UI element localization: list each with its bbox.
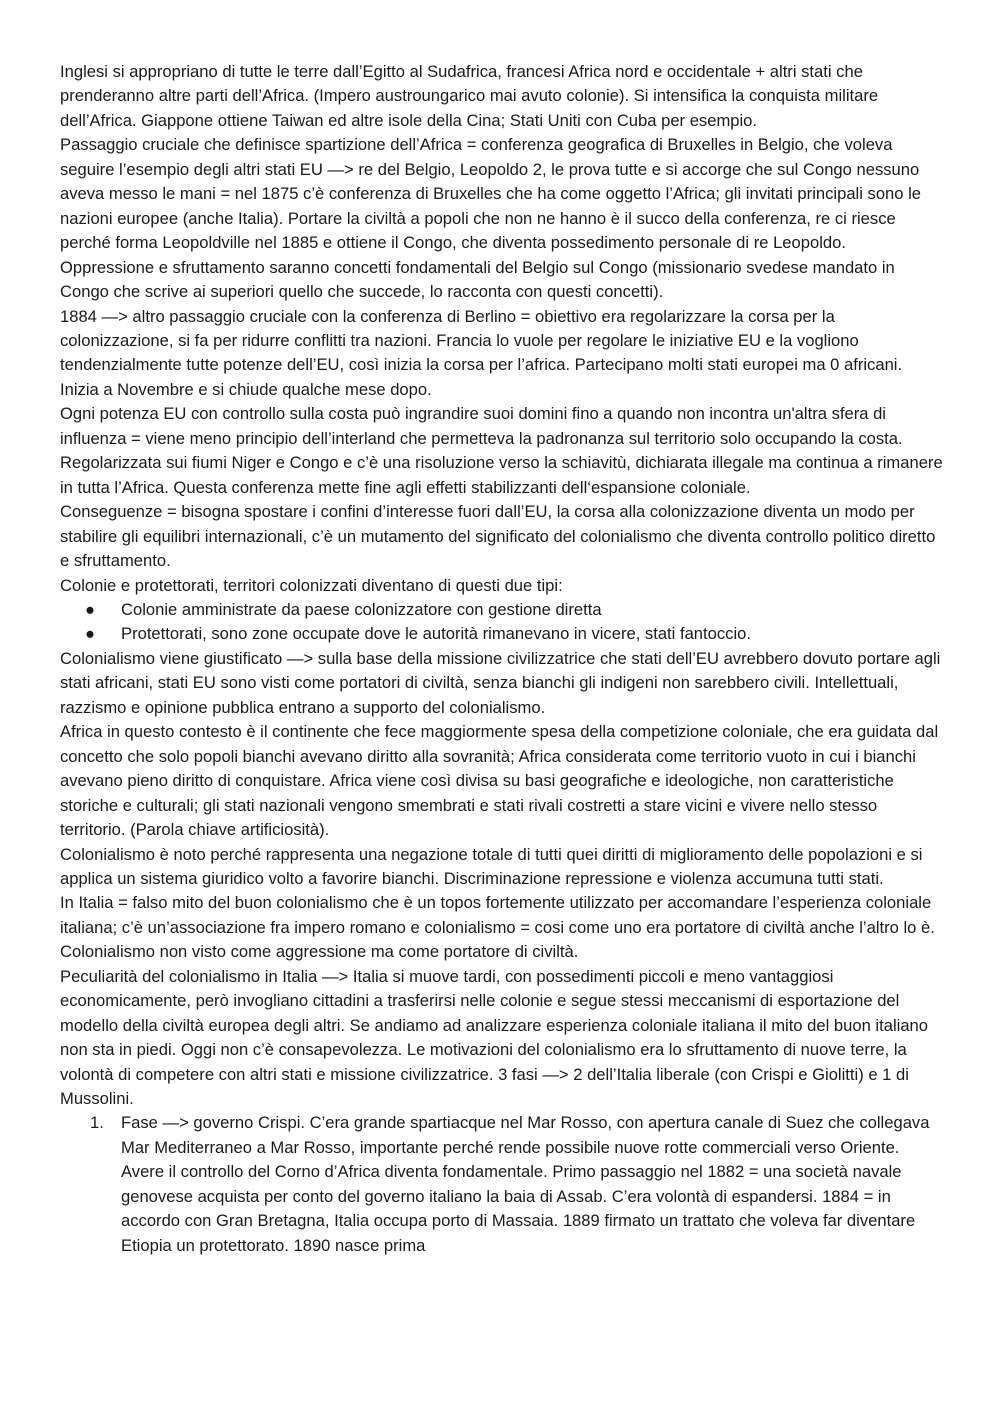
bullet-icon: ● xyxy=(85,599,96,619)
list-item-text: Fase —> governo Crispi. C’era grande spartiacque nel Mar Rosso, con apertura canale di Suez che collegava Mar Mediterraneo a Mar Rosso, importante perché rende possibile nuove rotte commerciali verso Oriente. Avere il controllo del Corno d’Africa diventa fondamentale. Primo passaggio nel 1882 = una società navale genovese acquista per conto del governo italiano la baia di Assab. C’era volontà di espandersi. 1884 = in accordo con Gran Bretagna, Italia occupa porto di Massaia. 1889 firmato un trattato che voleva far diventare Etiopia un protettorato. 1890 nasce prima xyxy=(121,1113,930,1255)
list-item-text: Protettorati, sono zone occupate dove le autorità rimanevano in vicere, stati fantoccio. xyxy=(121,624,751,644)
list-item xyxy=(60,622,944,646)
list-item-text: Colonie amministrate da paese colonizzatore con gestione diretta xyxy=(121,599,602,619)
paragraphs-middle xyxy=(60,647,944,1112)
list-item-number: 1. xyxy=(90,1113,104,1133)
paragraph-negation-rights: Colonialismo è noto perché rappresenta una negazione totale di tutti quei diritti di miglioramento delle popolazioni e si applica un sistema giuridico volto a favorire bianchi. Discriminazione repressione e violenza accumuna tutti stati. xyxy=(60,844,923,888)
paragraph-italy-myth: In Italia = falso mito del buon colonialismo che è un topos fortemente utilizzato per accomandare l’esperienza coloniale italiana; c’è un’associazione fra impero romano e colonialismo = cosi come uno era portatore di civiltà anche l’altro lo è. Colonialismo non visto come aggressione ma come portatore di civiltà. xyxy=(60,893,935,962)
document-page xyxy=(60,60,944,1258)
paragraphs-top xyxy=(60,60,944,598)
bullet-list xyxy=(60,598,944,647)
paragraph-africa-partition: Inglesi si appropriano di tutte le terre dall’Egitto al Sudafrica, francesi Africa nord e occidentale + altri stati che prenderanno altre parti dell’Africa. (Impero austroungarico mai avuto colonie). Si intensifica la conquista militare dell’Africa. Giappone ottiene Taiwan ed altre isole della Cina; Stati Uniti con Cuba per esempio. xyxy=(60,62,879,130)
paragraph-justification: Colonialismo viene giustificato —> sulla base della missione civilizzatrice che stati dell’EU avrebbero dovuto portare agli stati africani, stati EU sono visti come portatori di civiltà, senza bianchi gli indigeni non sarebbero civili. Intellettuali, razzismo e opinione pubblica entrano a supporto del colonialismo. xyxy=(60,648,941,717)
paragraph-colonies-protectorates: Colonie e protettorati, territori colonizzati diventano di questi due tipi: xyxy=(60,575,563,595)
bullet-icon: ● xyxy=(85,624,96,644)
paragraph-berlin-conference: 1884 —> altro passaggio cruciale con la conferenza di Berlino = obiettivo era regolarizzare la corsa per la colonizzazione, si fa per ridurre conflitti tra nazioni. Francia lo vuole per regolare le iniziative EU e la vogliono tendenzialmente tutte potenze dell’EU, così inizia la corsa per l’africa. Partecipano molti stati europei ma 0 africani. Inizia a Novembre e si chiude qualche mese dopo. xyxy=(60,306,903,399)
paragraph-brussels-conference: Passaggio cruciale che definisce spartizione dell’Africa = conferenza geografica di Bruxelles in Belgio, che voleva seguire l’esempio degli altri stati EU —> re del Belgio, Leopoldo 2, le prova tutte e si accorge che sul Congo nessuno aveva messo le mani = nel 1875 c’è conferenza di Bruxelles che ha come oggetto l’Africa; gli invitati principali sono le nazioni europee (anche Italia). Portare la civiltà a popoli che non ne hanno è il succo della conferenza, re ci riesce perché forma Leopoldville nel 1885 e ottiene il Congo, che diventa possedimento personale di re Leopoldo. Oppressione e sfruttamento saranno concetti fondamentali del Belgio sul Congo (missionario svedese mandato in Congo che scrive ai superiori quello che succede, lo racconta con questi concetti). xyxy=(60,135,922,302)
paragraph-italy-peculiarity: Peculiarità del colonialismo in Italia —> Italia si muove tardi, con possedimenti piccoli e meno vantaggiosi economicamente, però invogliano cittadini a trasferirsi nelle colonie e segue stessi meccanismi di esportazione del modello della civiltà europea degli altri. Se andiamo ad analizzare esperienza coloniale italiana il mito del buon italiano non sta in piedi. Oggi non c’è consapevolezza. Le motivazioni del colonialismo era lo sfruttamento di nuove terre, la volontà di competere con altri stati e missione civilizzatrice. 3 fasi —> 2 dell’Italia liberale (con Crispi e Giolitti) e 1 di Mussolini. xyxy=(60,966,929,1109)
list-item xyxy=(60,1111,944,1258)
paragraph-africa-context: Africa in questo contesto è il continente che fece maggiormente spesa della competizione coloniale, che era guidata dal concetto che solo popoli bianchi avevano diritto alla sovranità; Africa considerata come territorio vuoto in cui i bianchi avevano pieno diritto di conquistare. Africa viene così divisa su basi geografiche e ideologiche, non caratteristiche storiche e culturali; gli stati nazionali vengono smembrati e stati rivali costretti a stare vicini e vivere nello stesso territorio. (Parola chiave artificiosità). xyxy=(60,722,939,840)
numbered-list xyxy=(60,1111,944,1258)
paragraph-coastal-control: Ogni potenza EU con controllo sulla costa può ingrandire suoi domini fino a quando non incontra un'altra sfera di influenza = viene meno principio dell’interland che permetteva la padronanza sul territorio solo occupando la costa. Regolarizzata sui fiumi Niger e Congo e c’è una risoluzione verso la schiavitù, dichiarata illegale ma continua a rimanere in tutta l’Africa. Questa conferenza mette fine agli effetti stabilizzanti dell‘espansione coloniale. xyxy=(60,404,943,497)
list-item xyxy=(60,598,944,622)
paragraph-consequences: Conseguenze = bisogna spostare i confini d’interesse fuori dall’EU, la corsa alla colonizzazione diventa un modo per stabilire gli equilibri internazionali, c’è un mutamento del significato del colonialismo che diventa controllo politico diretto e sfruttamento. xyxy=(60,502,936,571)
